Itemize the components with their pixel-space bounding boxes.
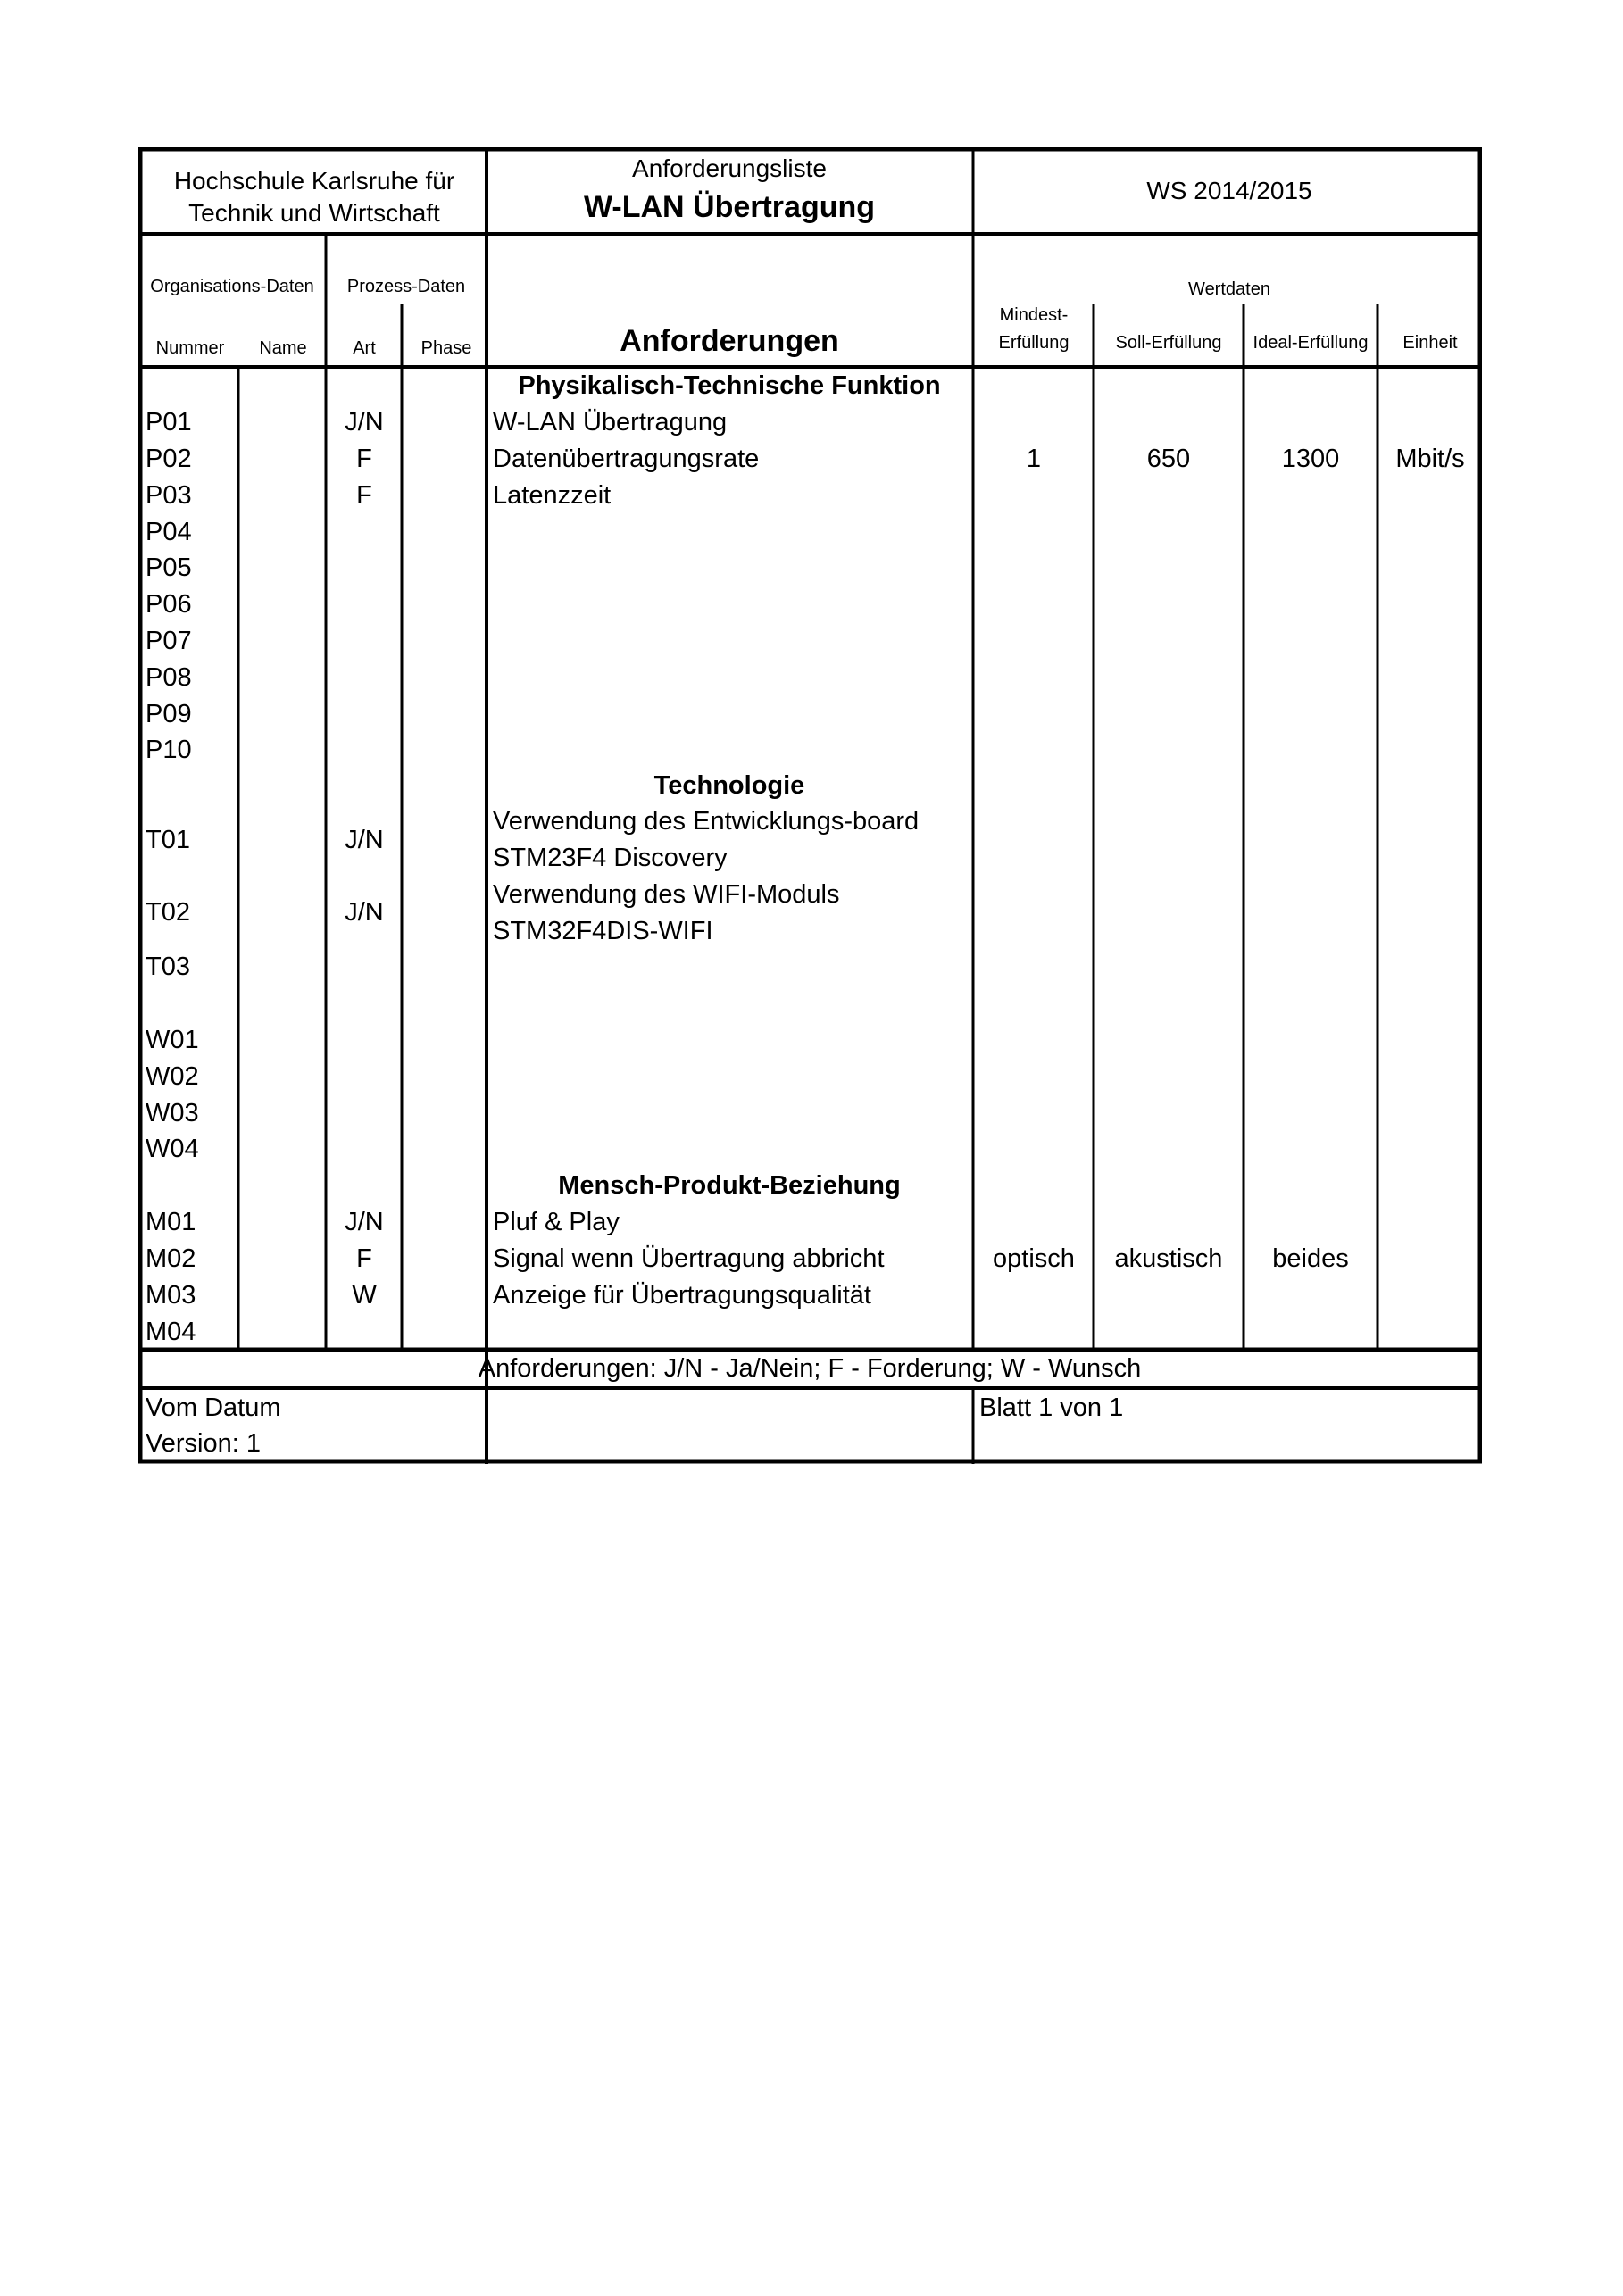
row-number: P01 xyxy=(146,408,192,437)
col-mindest-line1: Mindest- xyxy=(999,305,1069,325)
section-technology: Technologie xyxy=(653,771,805,800)
row-min-value: 1 xyxy=(1026,445,1042,473)
row-soll-value: akustisch xyxy=(1114,1244,1223,1273)
org-data-label: Organisations-Daten xyxy=(150,277,314,296)
process-data-label: Prozess-Daten xyxy=(346,277,466,296)
row-requirement: Latenzzeit xyxy=(493,481,612,510)
row-number: P07 xyxy=(146,627,192,655)
row-requirement: Pluf & Play xyxy=(493,1208,620,1236)
row-requirement: Datenübertragungsrate xyxy=(493,445,760,473)
row-number: P08 xyxy=(146,663,192,692)
section-human: Mensch-Produkt-Beziehung xyxy=(558,1171,901,1200)
row-number: M02 xyxy=(146,1244,196,1273)
row-number: P03 xyxy=(146,481,192,510)
row-number: M01 xyxy=(146,1208,196,1236)
row-number: T02 xyxy=(146,898,190,927)
row-soll-value: 650 xyxy=(1146,445,1191,473)
document-type: Anforderungsliste xyxy=(632,154,827,182)
col-mindest-line2: Erfüllung xyxy=(998,333,1070,353)
value-data-label: Wertdaten xyxy=(1188,279,1270,299)
row-requirement: W-LAN Übertragung xyxy=(493,408,728,437)
row-requirement-line2: STM23F4 Discovery xyxy=(493,844,728,872)
row-number: P04 xyxy=(146,518,192,546)
row-number: M03 xyxy=(146,1281,196,1310)
col-art: Art xyxy=(353,338,376,358)
row-art: J/N xyxy=(345,826,384,854)
col-phase: Phase xyxy=(420,338,472,358)
row-number: P05 xyxy=(146,553,192,582)
row-requirement-line1: Verwendung des WIFI-Moduls xyxy=(493,880,840,909)
version-label: Version: 1 xyxy=(146,1429,261,1458)
row-art: J/N xyxy=(345,1208,384,1236)
date-label: Vom Datum xyxy=(146,1393,281,1422)
row-number: W01 xyxy=(146,1026,199,1054)
col-name: Name xyxy=(259,338,307,358)
row-unit: Mbit/s xyxy=(1395,445,1465,473)
row-number: P02 xyxy=(146,445,192,473)
row-requirement-line2: STM32F4DIS-WIFI xyxy=(493,917,713,945)
row-number: P06 xyxy=(146,590,192,619)
row-number: P10 xyxy=(146,736,192,764)
page-indicator: Blatt 1 von 1 xyxy=(979,1393,1124,1422)
row-number: W02 xyxy=(146,1062,199,1091)
row-min-value: optisch xyxy=(993,1244,1075,1273)
row-ideal-value: 1300 xyxy=(1281,445,1340,473)
institution-line1: Hochschule Karlsruhe für xyxy=(173,167,455,195)
legend: Anforderungen: J/N - Ja/Nein; F - Forderung; W - Wunsch xyxy=(478,1354,1142,1383)
row-number: T03 xyxy=(146,953,190,981)
row-number: M04 xyxy=(146,1318,196,1346)
row-ideal-value: beides xyxy=(1272,1244,1349,1273)
row-number: P09 xyxy=(146,700,192,728)
row-number: W04 xyxy=(146,1135,199,1163)
col-nummer: Nummer xyxy=(155,338,225,358)
row-requirement: Signal wenn Übertragung abbricht xyxy=(493,1244,885,1273)
col-ideal: Ideal-Erfüllung xyxy=(1253,333,1369,353)
row-number: W03 xyxy=(146,1099,199,1127)
document-title: W-LAN Übertragung xyxy=(583,190,876,224)
row-art: F xyxy=(356,1244,372,1273)
row-art: F xyxy=(356,481,372,510)
row-number: T01 xyxy=(146,826,190,854)
row-requirement-line1: Verwendung des Entwicklungs-board xyxy=(493,807,920,836)
row-requirement: Anzeige für Übertragungsqualität xyxy=(493,1281,871,1310)
institution-line2: Technik und Wirtschaft xyxy=(188,199,440,227)
section-physical: Physikalisch-Technische Funktion xyxy=(518,371,941,400)
semester: WS 2014/2015 xyxy=(1146,177,1312,204)
row-art: W xyxy=(352,1281,377,1310)
row-art: J/N xyxy=(345,408,384,437)
row-art: F xyxy=(356,445,372,473)
col-requirements: Anforderungen xyxy=(620,324,839,358)
row-art: J/N xyxy=(345,898,384,927)
requirements-sheet xyxy=(138,147,1482,1464)
col-einheit: Einheit xyxy=(1402,333,1458,353)
col-soll: Soll-Erfüllung xyxy=(1115,333,1222,353)
